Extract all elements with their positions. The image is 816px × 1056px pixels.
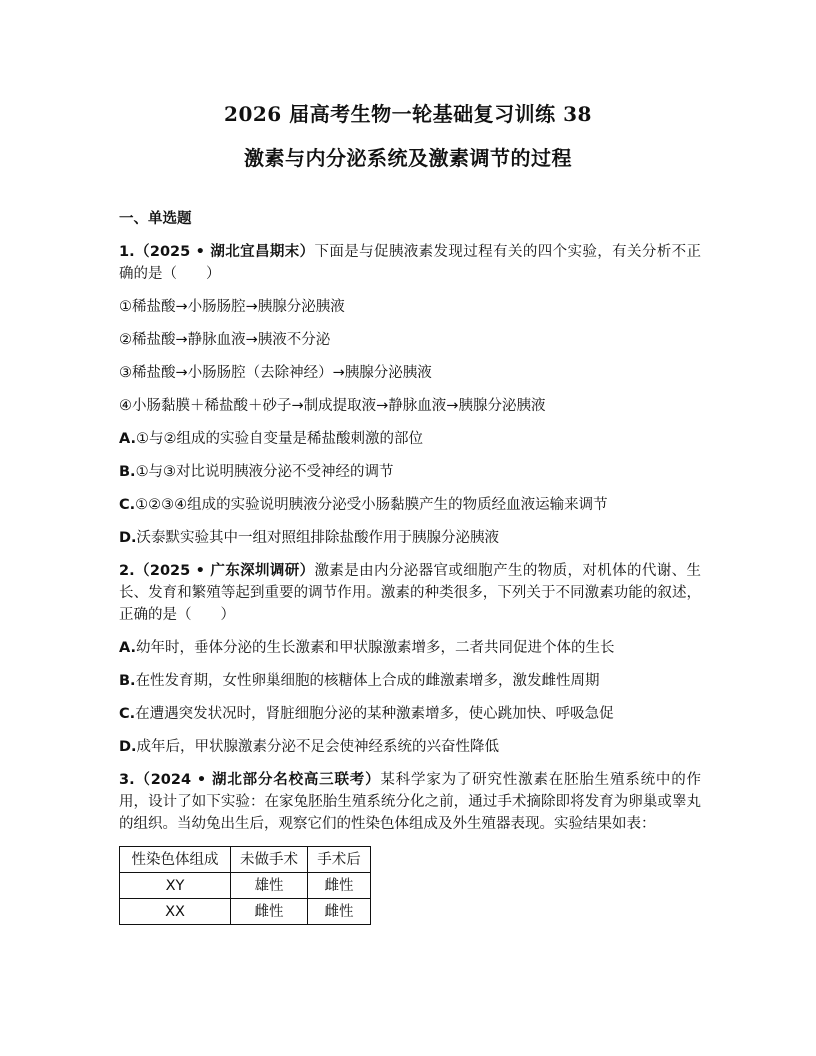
question-1-stem	[119, 241, 701, 285]
table-header-row	[120, 847, 371, 873]
option-text: 幼年时，垂体分泌的生长激素和甲状腺激素增多，二者共同促进个体的生长	[136, 640, 615, 656]
question-1-option-a	[119, 428, 701, 450]
question-1-option-d	[119, 527, 701, 549]
results-table	[119, 846, 371, 925]
document-body	[119, 208, 701, 925]
table-cell: 雌性	[308, 899, 371, 925]
question-1-option-b	[119, 461, 701, 483]
question-source: （2024 • 湖北部分名校高三联考）	[134, 772, 381, 788]
option-letter: D.	[119, 739, 137, 755]
option-letter: D.	[119, 530, 137, 546]
option-letter: C.	[119, 706, 136, 722]
question-2-option-a	[119, 637, 701, 659]
option-text: ①②③④组成的实验说明胰液分泌受小肠黏膜产生的物质经血液运输来调节	[135, 497, 608, 513]
experiment-4: ④小肠黏膜＋稀盐酸＋砂子→制成提取液→静脉血液→胰腺分泌胰液	[119, 398, 546, 414]
option-letter: B.	[119, 673, 136, 689]
experiment-3: ③稀盐酸→小肠肠腔（去除神经）→胰腺分泌胰液	[119, 365, 432, 381]
question-2-option-d	[119, 736, 701, 758]
question-text: 某科学家为了研究性激素在胚胎生殖系统中的作用，设计了如下实验：在家兔胚胎生殖系统分化之前，通过手术摘除即将发育为卵巢或睾丸的组织。当幼兔出生后，观察它们的性染色体组成及外生殖器表现。实验结果如表：	[119, 772, 701, 832]
table-header-cell: 未做手术	[231, 847, 308, 873]
table-header-cell: 手术后	[308, 847, 371, 873]
option-text: ①与③对比说明胰液分泌不受神经的调节	[135, 464, 394, 480]
option-letter: A.	[119, 640, 136, 656]
option-letter: C.	[119, 497, 136, 513]
table-row	[120, 873, 371, 899]
option-text: 在遭遇突发状况时，肾脏细胞分泌的某种激素增多，使心跳加快、呼吸急促	[135, 706, 614, 722]
table-cell: 雌性	[308, 873, 371, 899]
question-source: （2025 • 广东深圳调研）	[134, 563, 315, 579]
question-text: 激素是由内分泌器官或细胞产生的物质，对机体的代谢、生长、发育和繁殖等起到重要的调节作用。激素的种类很多，下列关于不同激素功能的叙述，正确的是（ ）	[119, 563, 701, 623]
option-letter: A.	[119, 431, 136, 447]
table-cell: XX	[120, 899, 231, 925]
question-1-option-c	[119, 494, 701, 516]
experiment-2: ②稀盐酸→静脉血液→胰液不分泌	[119, 332, 331, 348]
section-heading: 一、单选题	[119, 211, 192, 227]
question-number: 2.	[119, 563, 135, 579]
option-text: ①与②组成的实验自变量是稀盐酸刺激的部位	[136, 431, 423, 447]
document-subtitle: 激素与内分泌系统及激素调节的过程	[244, 146, 572, 170]
table-cell: 雄性	[231, 873, 308, 899]
table-cell: XY	[120, 873, 231, 899]
option-text: 成年后，甲状腺激素分泌不足会使神经系统的兴奋性降低	[136, 739, 500, 755]
question-text: 下面是与促胰液素发现过程有关的四个实验，有关分析不正确的是（ ）	[119, 244, 701, 282]
table-header-cell: 性染色体组成	[120, 847, 231, 873]
option-text: 在性发育期，女性卵巢细胞的核糖体上合成的雌激素增多，激发雌性周期	[135, 673, 600, 689]
question-2-stem	[119, 560, 701, 626]
experiment-1: ①稀盐酸→小肠肠腔→胰腺分泌胰液	[119, 299, 345, 315]
option-letter: B.	[119, 464, 136, 480]
question-number: 3.	[119, 772, 135, 788]
question-number: 1.	[119, 244, 135, 260]
document-title: 2026 届高考生物一轮基础复习训练 38	[224, 102, 592, 126]
question-source: （2025 • 湖北宜昌期末）	[134, 244, 315, 260]
table-row	[120, 899, 371, 925]
question-3-stem	[119, 769, 701, 835]
option-text: 沃泰默实验其中一组对照组排除盐酸作用于胰腺分泌胰液	[136, 530, 500, 546]
question-2-option-b	[119, 670, 701, 692]
question-2-option-c	[119, 703, 701, 725]
table-cell: 雌性	[231, 899, 308, 925]
